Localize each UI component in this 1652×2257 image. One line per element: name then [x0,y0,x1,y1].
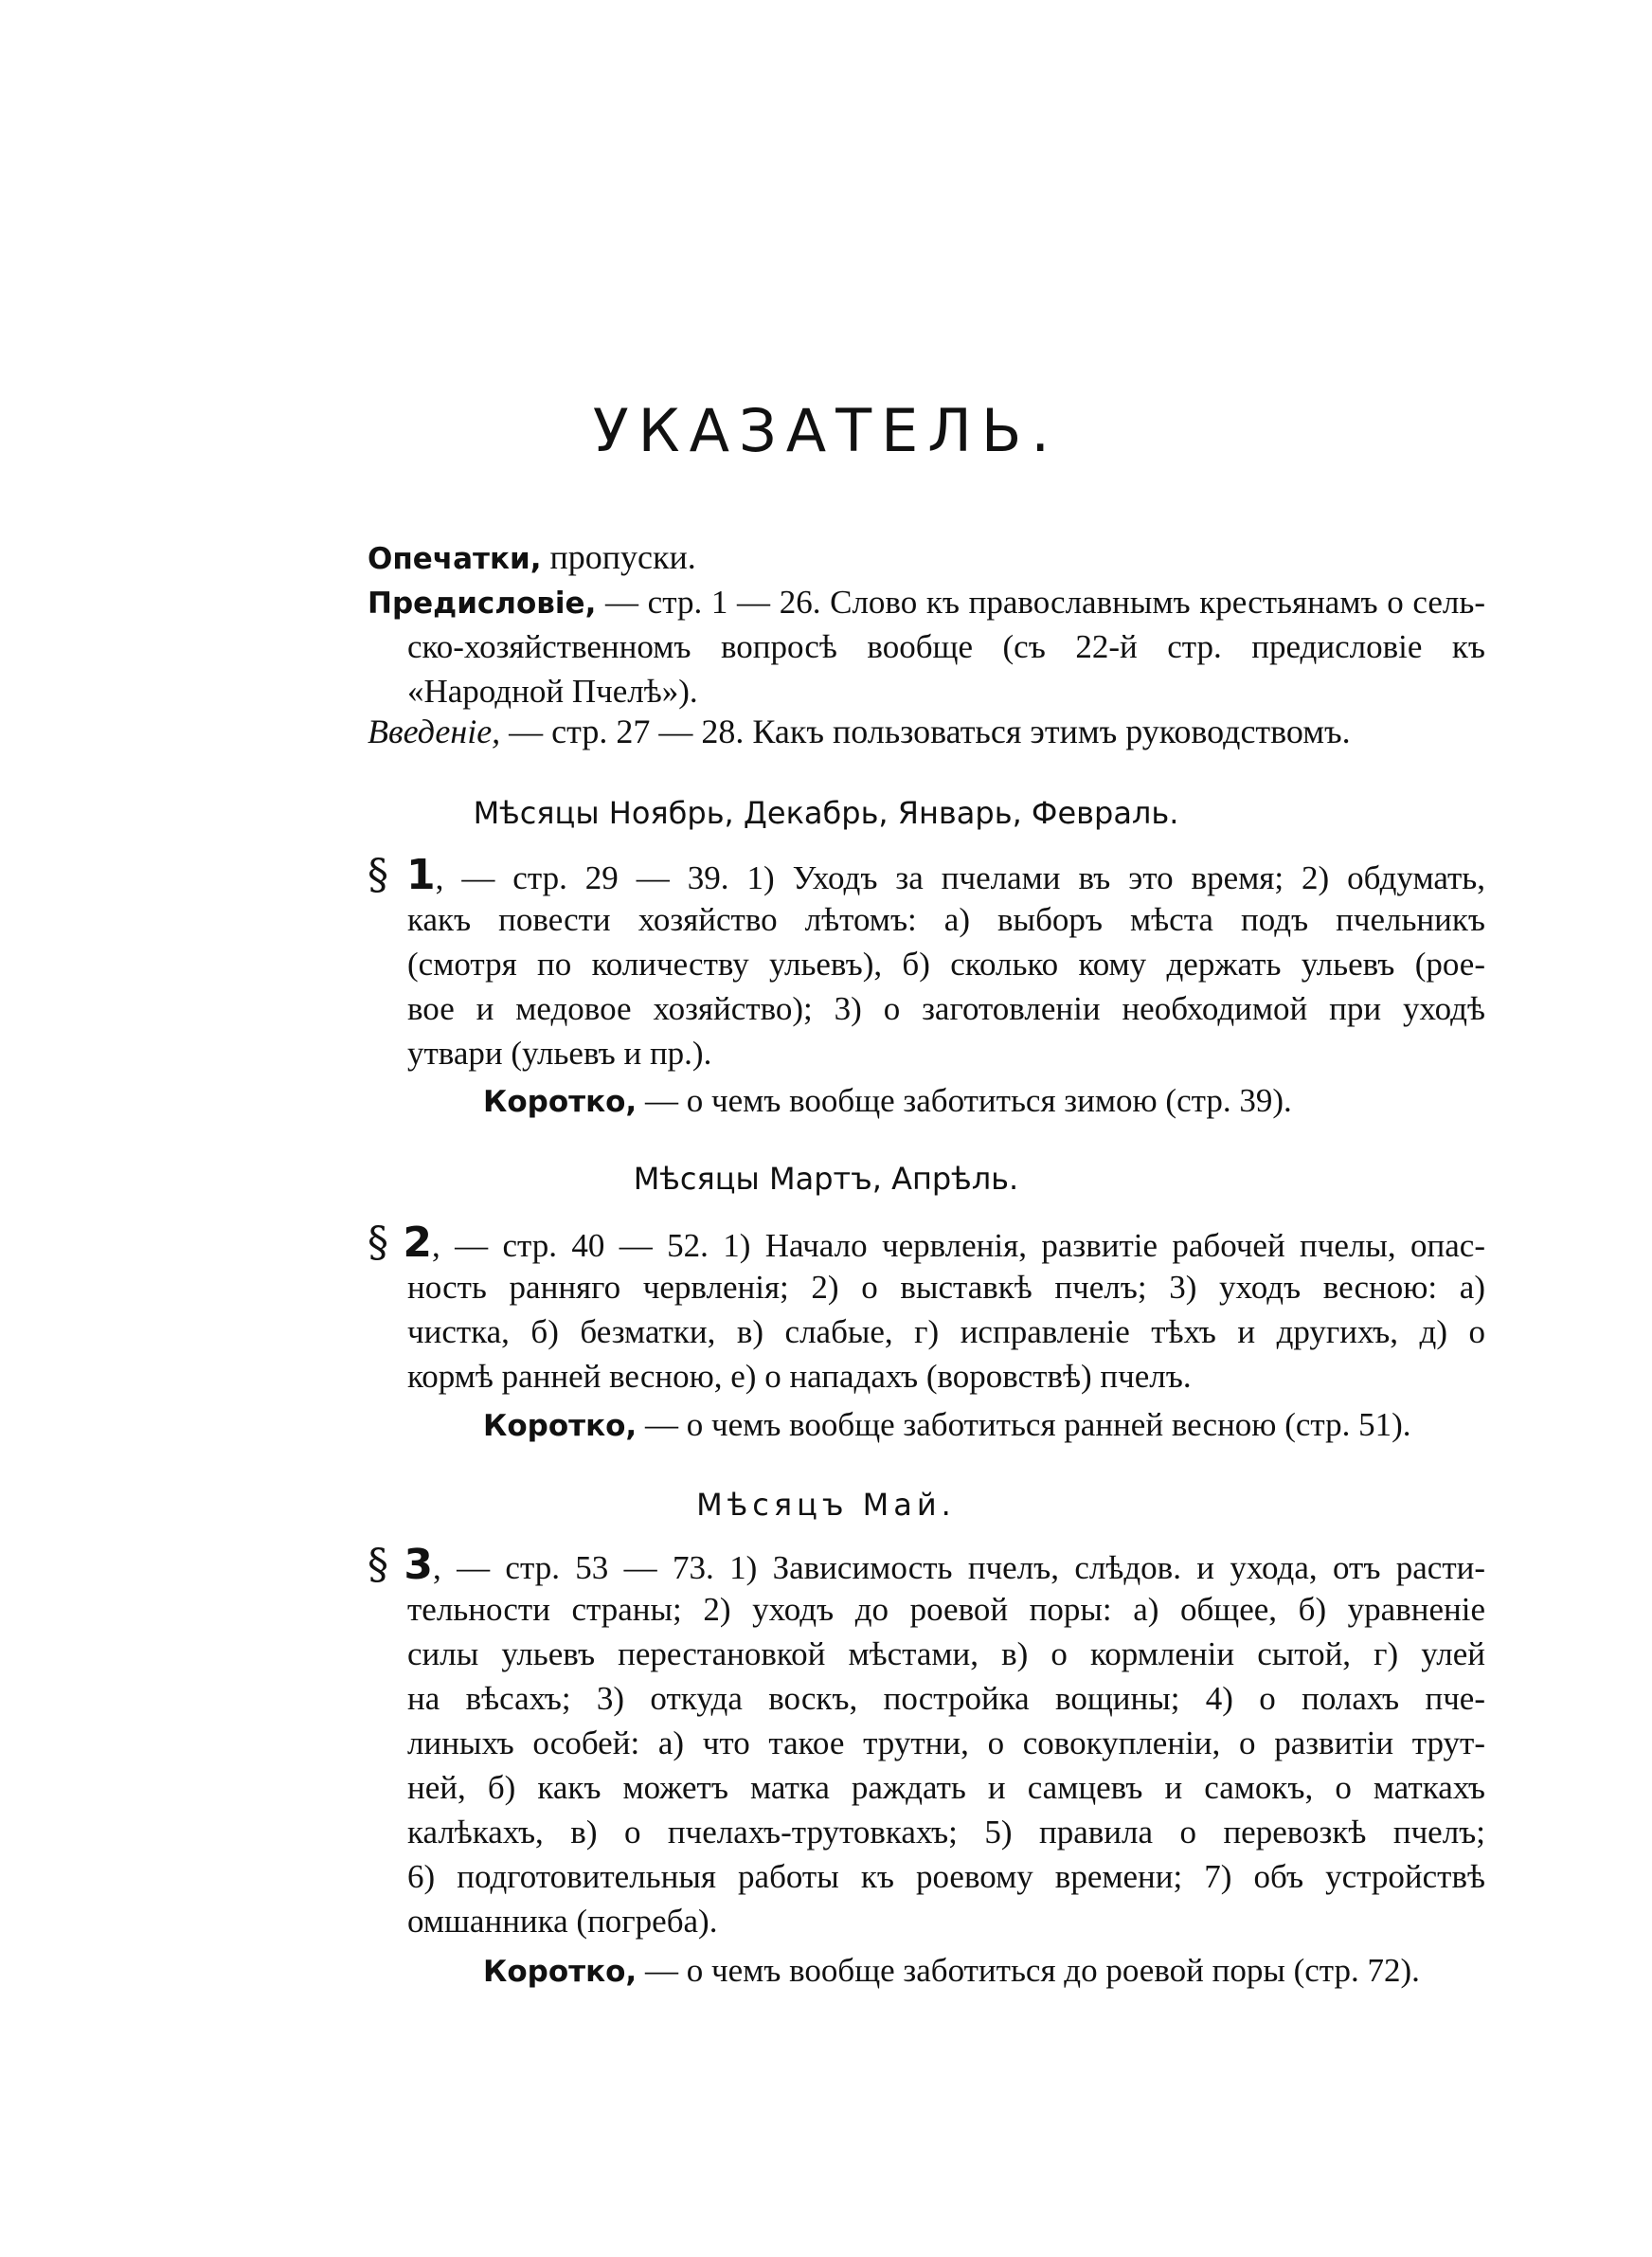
section-line: линыхъ особей: а) что такое трутни, о совокупленіи, о развитіи трут- [407,1724,1485,1761]
misprints-text: пропуски. [549,538,696,576]
paragraph-sign: § [368,1541,388,1589]
section-line: ность ранняго червленія; 2) о выставкѣ пчелъ; 3) уходъ весною: а) [407,1269,1485,1306]
section-entry [368,853,1485,1075]
summary-label: Коротко, [483,1955,637,1989]
section-entry [368,1220,1485,1399]
section-line: § 1, — стр. 29 — 39. 1) Уходъ за пчелами въ это время; 2) обдумать, [368,851,1486,899]
section-line: на вѣсахъ; 3) откуда воскъ, постройка вощины; 4) о полахъ пче- [407,1680,1485,1717]
section-number: 1 [405,851,436,899]
paragraph-sign: § [368,851,388,899]
section-heading: Мѣсяцы Мартъ, Апрѣль. [633,1161,1019,1197]
summary-text: — о чемъ вообще заботиться ранней весною (стр. 51). [644,1406,1411,1443]
page-title: УКАЗАТЕЛЬ. [592,396,1060,465]
preface-line: Предисловіе, — стр. 1 — 26. Слово къ православнымъ крестьянамъ о сель- [368,584,1486,621]
section-number: 2 [403,1219,432,1267]
summary-label: Коротко, [483,1085,637,1119]
introduction-text: — стр. 27 — 28. Какъ пользоваться этимъ руководствомъ. [509,713,1351,750]
section-line: 6) подготовительныя работы къ роевому времени; 7) объ устройствѣ [407,1858,1485,1895]
section-line: чистка, б) безматки, в) слабые, г) исправленіе тѣхъ и другихъ, д) о [407,1313,1485,1350]
preface-line: ско-хозяйственномъ вопросѣ вообще (съ 22-й стр. предисловіе къ [407,628,1485,665]
section-line: какъ повести хозяйство лѣтомъ: а) выборъ мѣста подъ пчельникъ [407,901,1485,938]
section-line: вое и медовое хозяйство); 3) о заготовленіи необходимой при уходѣ [407,990,1485,1027]
section-line: тельности страны; 2) уходъ до роевой поры: а) общее, б) уравненіе [407,1591,1485,1628]
preface-line: «Народной Пчелѣ»). [407,673,698,710]
introduction-label: Введеніе, [368,713,501,750]
section-line: калѣкахъ, в) о пчелахъ-трутовкахъ; 5) правила о перевозкѣ пчелъ; [407,1814,1485,1851]
introduction-entry [368,711,1351,752]
preface-label: Предисловіе, [368,587,597,621]
section-line: § 3, — стр. 53 — 73. 1) Зависимость пчелъ, слѣдов. и ухода, отъ расти- [368,1541,1486,1589]
summary-line [483,1404,1411,1447]
misprints-entry [368,536,696,580]
preface-entry [368,580,1485,713]
summary-line [483,1950,1420,1993]
section-line: силы ульевъ перестановкой мѣстами, в) о кормленіи сытой, г) улей [407,1635,1485,1672]
misprints-label: Опечатки, [368,542,542,576]
section-line: кормѣ ранней весною, е) о нападахъ (воровствѣ) пчелъ. [407,1358,1192,1395]
section-line: (смотря по количеству ульевъ), б) сколько кому держать ульевъ (рое- [407,946,1485,983]
section-line: ней, б) какъ можетъ матка раждать и самцевъ и самокъ, о маткахъ [407,1769,1485,1806]
section-line: омшанника (погреба). [407,1903,718,1940]
summary-label: Коротко, [483,1409,637,1443]
section-number: 3 [404,1541,433,1589]
section-heading: Мѣсяцы Ноябрь, Декабрь, Январь, Февраль. [473,795,1179,831]
paragraph-sign: § [368,1219,388,1267]
summary-text: — о чемъ вообще заботиться зимою (стр. 39). [644,1082,1292,1119]
summary-line [483,1080,1292,1123]
section-line: утвари (ульевъ и пр.). [407,1035,712,1072]
section-entry [368,1543,1485,1943]
summary-text: — о чемъ вообще заботиться до роевой поры (стр. 72). [644,1952,1420,1989]
section-line: § 2, — стр. 40 — 52. 1) Начало червленія, развитіе рабочей пчелы, опас- [368,1219,1485,1267]
section-heading: Мѣсяцъ Май. [696,1487,956,1523]
